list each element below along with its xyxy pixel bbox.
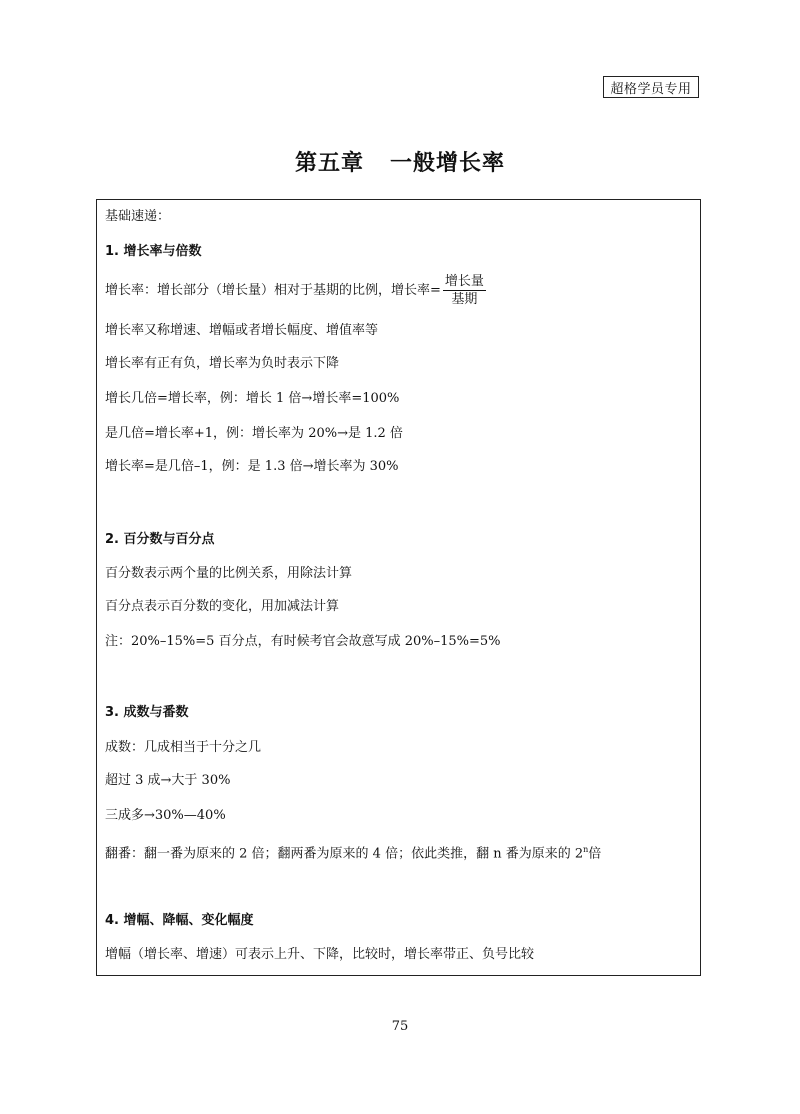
section-3-line-2: 超过 3 成→大于 30% <box>105 773 231 788</box>
section-3-heading: 3. 成数与番数 <box>105 705 189 720</box>
student-only-badge: 超格学员专用 <box>603 76 699 98</box>
section-1-line-6: 增长率=是几倍–1，例：是 1.3 倍→增长率为 30% <box>105 459 399 474</box>
chapter-name: 一般增长率 <box>390 151 506 176</box>
section-1-line-1: 增长率：增长部分（增长量）相对于基期的比例，增长率= $\frac{\text{增长量}}{\text{基期}}$ <box>105 274 484 307</box>
section-1-heading: 1. 增长率与倍数 <box>105 244 202 259</box>
section-1-line-2: 增长率又称增速、增幅或者增长幅度、增值率等 <box>105 323 379 338</box>
content-box <box>96 199 701 976</box>
intro-label: 基础速递： <box>105 209 171 224</box>
section-1-line-3: 增长率有正有负，增长率为负时表示下降 <box>105 356 340 371</box>
section-3-line-1: 成数：几成相当于十分之几 <box>105 740 262 755</box>
section-3-line-3: 三成多→30%—40% <box>105 808 226 823</box>
chapter-number: 第五章 <box>294 151 364 176</box>
section-3-line-4: 翻番：翻一番为原来的 2 倍；翻两番为原来的 4 倍；依此类推，翻 n 番为原来的 2$^n$倍 <box>105 845 602 862</box>
section-4-line-1: 增幅（增长率、增速）可表示上升、下降，比较时，增长率带正、负号比较 <box>105 947 535 962</box>
chapter-title <box>0 146 800 177</box>
section-2-line-3: 注：20%–15%=5 百分点，有时候考官会故意写成 20%–15%=5% <box>105 634 501 649</box>
section-2-line-1: 百分数表示两个量的比例关系，用除法计算 <box>105 566 353 581</box>
section-2-heading: 2. 百分数与百分点 <box>105 532 215 547</box>
fraction-denominator: 基期 <box>451 292 478 307</box>
growth-rate-fraction <box>443 273 486 308</box>
fraction-numerator: 增长量 <box>444 274 484 289</box>
section-1-line-4: 增长几倍=增长率，例：增长 1 倍→增长率=100% <box>105 391 400 406</box>
page-number: 75 <box>391 1019 409 1034</box>
section-2-line-2: 百分点表示百分数的变化，用加减法计算 <box>105 599 340 614</box>
section-1-line-5: 是几倍=增长率+1，例：增长率为 20%→是 1.2 倍 <box>105 426 403 441</box>
power-superscript: n <box>583 845 589 854</box>
section-4-heading: 4. 增幅、降幅、变化幅度 <box>105 913 254 928</box>
